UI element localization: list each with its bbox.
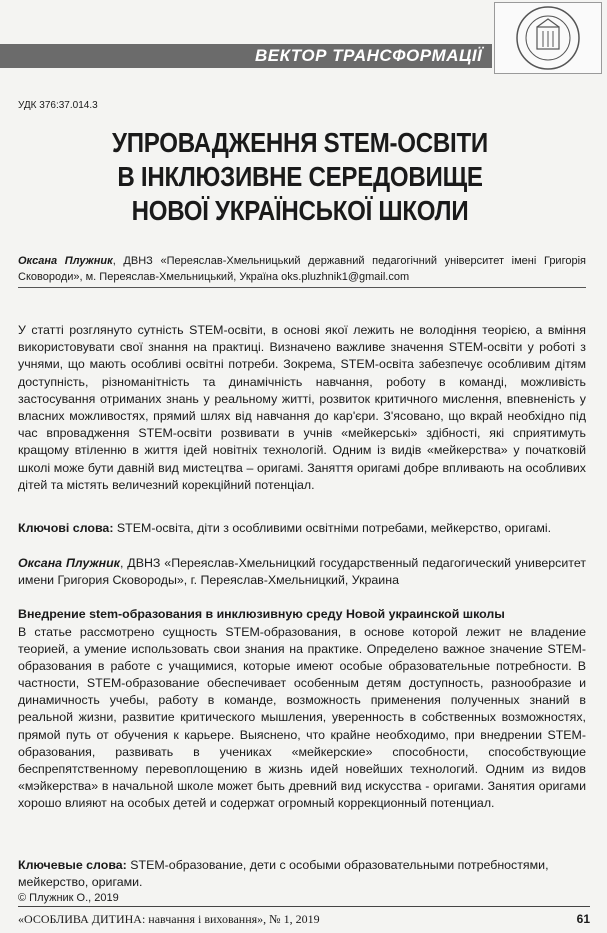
author-affiliation-ru: , ДВНЗ «Переяслав-Хмельницкий государственный педагогический университет имени Григория Сковороды», г. Переяслав-Хмельницкий, Украина: [18, 556, 586, 587]
abstract-ua-text: У статті розглянуто сутність STEM-освіти, в основі якої лежить не володіння теорією, а вміння використовувати свої знання на практиці. Визначено важливе значення STEM-освіти у роботі з учнями, що мають особливі освітні потреби. Зокрема, STEM-освіта забезпечує особливим дітям доступність, різноманітність та динамічність навчання, роботу в команді, можливість застосування отриманих знань у реальному житті, розвиток критичного мислення, впевненість у власних можливостях, прямий шлях від навчання до кар'єри. З'ясовано, що вкрай необхідно під час впровадження STEM-освіти розвивати в учнів «мейкерські» здібності, які сприятимуть кращому втіленню в життя ідей новітніх технологій. Одним із видів «мейкерства» у початковій школі може бути давній вид мистецтва – оригамі. Заняття оригамі добре впливають на особливих дітей та містять величезний корекційний потенціал.: [18, 323, 586, 492]
article-title-line-1: УПРОВАДЖЕННЯ STEM-ОСВІТИ: [112, 127, 488, 158]
author-info-ua: [18, 253, 586, 288]
keywords-ua: [18, 520, 588, 537]
abstract-ru: В статье рассмотрено сущность STEM-образования, в основе которой лежит не владение теорией, а умение использовать свои знания на практике. Определено важное значение STEM-образования в работе с учащимися, которые имеют особые образовательные потребности. В частности, STEM-образование обеспечивает особенным детям доступность, разнообразие и динамичность учебы, работу в команде, возможность применения полученных знаний в реальной жизни, развитие критического мышления, уверенность в собственных возможностях, прямой путь от обучения к карьере. Выяснено, что крайне необходимо, при внедрении STEM-образования, развивать в учениках «мейкерские» способности, способствующие беспрепятственному перевоплощению в жизнь идей новейших технологий. Одним из видов «мэйкерства» в начальной школе может быть древний вид искусства - оригами. Занятия оригами хорошо влияют на особых детей и содержат огромный коррекционный потенциал.: [18, 625, 586, 810]
udk-code: УДК 376:37.014.3: [18, 100, 98, 111]
university-seal-logo: [494, 2, 602, 74]
page-number: 61: [576, 912, 590, 926]
author-name-ru: Оксана Плужник: [18, 556, 120, 570]
keywords-ru-text: STEM-образование, дети с особыми образовательными потребностями, мейкерство, оригами.: [18, 858, 549, 889]
author-affiliation-ua: , ДВНЗ «Переяслав-Хмельницький державний педагогічний університет імені Григорія Сковороди», м. Переяслав-Хмельницький, Україна oks.pluzhnik1@gmail.com: [18, 255, 586, 283]
article-title: [94, 126, 507, 228]
section-header-title: ВЕКТОР ТРАНСФОРМАЦІЇ: [255, 46, 483, 65]
article-title-line-2: В ІНКЛЮЗИВНЕ СЕРЕДОВИЩЕ: [117, 161, 483, 192]
article-title-line-3: НОВОЇ УКРАЇНСЬКОЇ ШКОЛИ: [131, 195, 469, 226]
article-title-ru: Внедрение stem-образования в инклюзивную среду Новой украинской школы: [18, 607, 505, 621]
keywords-ru: [18, 857, 588, 890]
keywords-ua-label: Ключові слова:: [18, 521, 114, 535]
keywords-ru-label: Ключевые слова:: [18, 858, 127, 872]
footer-divider: [18, 906, 590, 907]
page-footer: [18, 912, 590, 927]
author-info-ru: [18, 555, 586, 589]
keywords-ua-text: STEM-освіта, діти з особливими освітніми потребами, мейкерство, оригамі.: [113, 521, 552, 535]
author-name-ua: Оксана Плужник: [18, 255, 113, 267]
journal-name: «ОСОБЛИВА ДИТИНА: навчання і виховання», № 1, 2019: [18, 912, 320, 926]
copyright: © Плужник О., 2019: [18, 892, 119, 904]
abstract-ua: [18, 322, 586, 494]
